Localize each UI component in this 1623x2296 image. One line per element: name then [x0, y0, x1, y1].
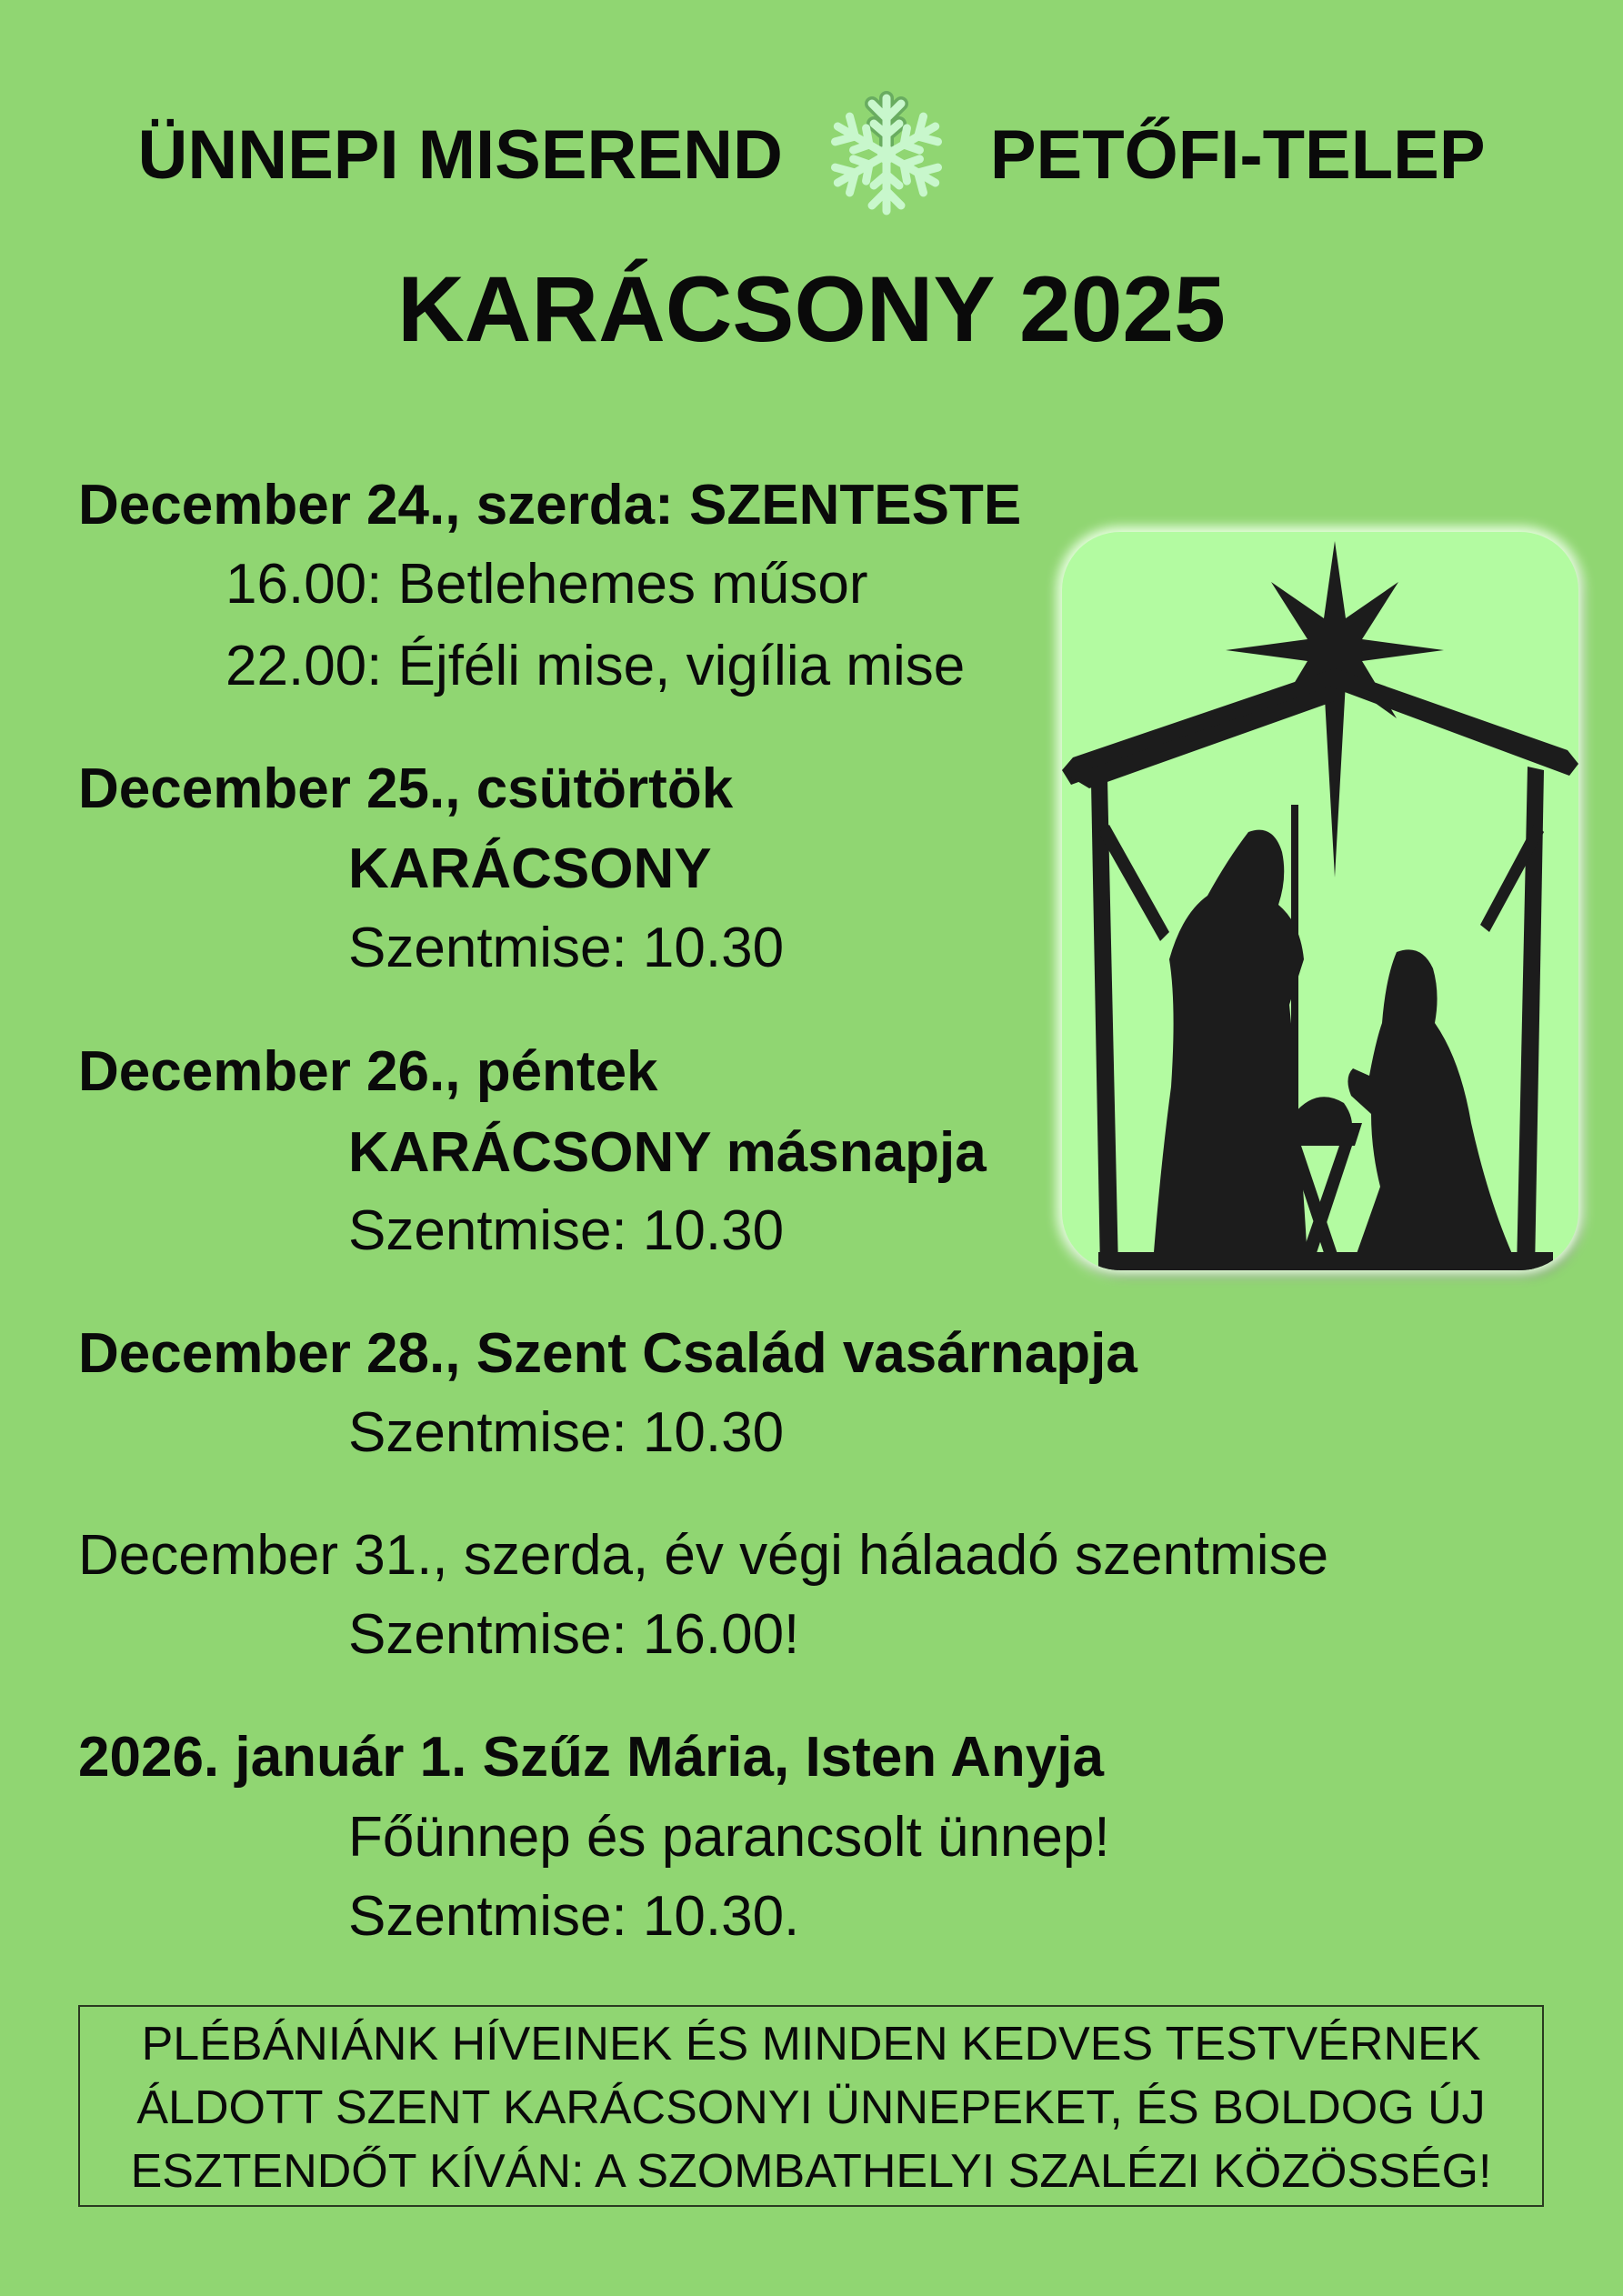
snowflake-icon [814, 86, 959, 223]
schedule-line: Főünnep és parancsolt ünnep! [348, 1806, 1110, 1869]
header [0, 86, 1623, 223]
greeting-line: ESZTENDŐT KÍVÁN: A SZOMBATHELYI SZALÉZI KÖZÖSSÉG! [130, 2145, 1492, 2198]
schedule-line: 22.00: Éjféli mise, vigília mise [225, 635, 966, 697]
schedule-heading: December 31., szerda, év végi hálaadó szentmise [78, 1524, 1329, 1587]
schedule-heading: December 24., szerda: SZENTESTE [78, 474, 1022, 536]
greeting-line: PLÉBÁNIÁNK HÍVEINEK ÉS MINDEN KEDVES TESTVÉRNEK [141, 2018, 1481, 2070]
greeting-line: ÁLDOTT SZENT KARÁCSONYI ÜNNEPEKET, ÉS BOLDOG ÚJ [136, 2081, 1486, 2134]
greeting-box [78, 2005, 1544, 2207]
schedule-heading: 2026. január 1. Szűz Mária, Isten Anyja [78, 1726, 1104, 1789]
schedule-line: Szentmise: 10.30 [348, 917, 785, 979]
page-title: KARÁCSONY 2025 [397, 257, 1226, 361]
schedule-line: 16.00: Betlehemes műsor [225, 553, 868, 616]
header-right: PETŐFI-TELEP [989, 115, 1486, 194]
nativity-silhouette-icon [1062, 532, 1578, 1270]
schedule-line: Szentmise: 10.30 [348, 1401, 785, 1464]
feast-name: KARÁCSONY [348, 837, 712, 900]
schedule-line: Szentmise: 10.30 [348, 1199, 785, 1262]
schedule-heading: December 25., csütörtök [78, 757, 734, 820]
nativity-picture [1062, 532, 1578, 1270]
schedule-line: Szentmise: 16.00! [348, 1603, 800, 1666]
header-left: ÜNNEPI MISEREND [137, 115, 783, 194]
schedule-heading: December 28., Szent Család vasárnapja [78, 1322, 1137, 1385]
schedule-line: Szentmise: 10.30. [348, 1885, 800, 1948]
schedule-heading: December 26., péntek [78, 1040, 658, 1103]
feast-name: KARÁCSONY másnapja [348, 1121, 987, 1184]
